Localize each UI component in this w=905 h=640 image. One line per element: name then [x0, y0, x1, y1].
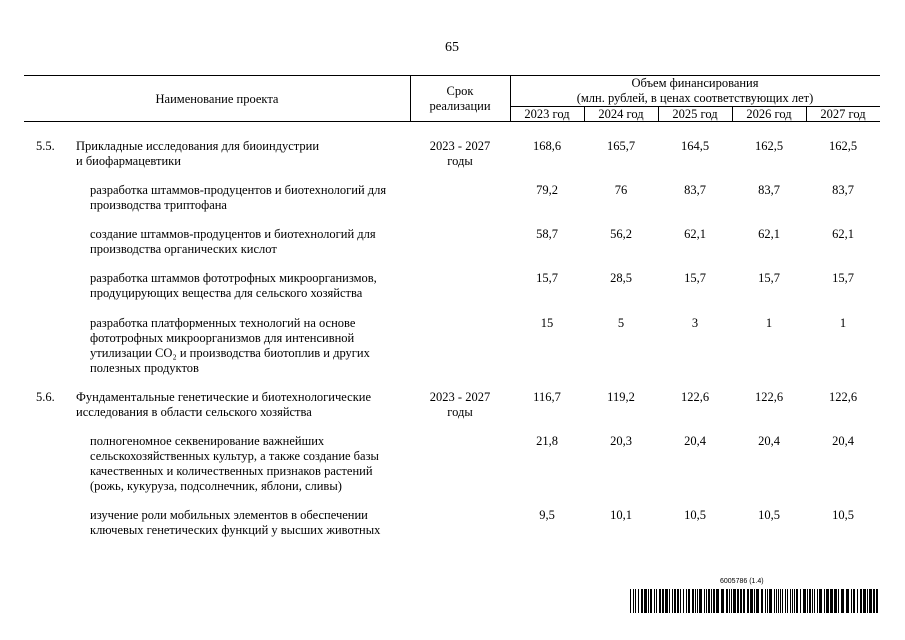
- funding-value: 122,6: [680, 390, 710, 404]
- funding-value: 21,8: [536, 434, 558, 448]
- funding-value: 1: [839, 316, 847, 330]
- project-name-line: сельскохозяйственных культур, а также создание базы: [90, 449, 379, 463]
- funding-value: 10,5: [684, 508, 706, 522]
- funding-value: 79,2: [536, 183, 558, 197]
- funding-value: 76: [614, 183, 628, 197]
- project-name-line: производства триптофана: [90, 198, 227, 212]
- project-name-line: разработка платформенных технологий на основе: [90, 316, 356, 330]
- header-name-column: Наименование проекта: [155, 92, 279, 106]
- funding-value: 58,7: [536, 227, 558, 241]
- funding-value: 62,1: [684, 227, 706, 241]
- funding-value: 5: [617, 316, 625, 330]
- project-name-line: и биофармацевтики: [76, 154, 181, 168]
- funding-value: 20,4: [684, 434, 706, 448]
- implementation-period: годы: [447, 405, 473, 419]
- header-year-2025: 2025 год: [672, 107, 718, 121]
- project-name-line: (рожь, кукуруза, подсолнечник, яблони, сливы): [90, 479, 342, 493]
- funding-value: 122,6: [754, 390, 784, 404]
- project-name-line: исследования в области сельского хозяйства: [76, 405, 312, 419]
- project-name-line: создание штаммов-продуцентов и биотехнологий для: [90, 227, 376, 241]
- funding-value: 116,7: [533, 390, 561, 404]
- page-number: 65: [445, 40, 459, 55]
- funding-value: 162,5: [754, 139, 784, 153]
- header-funding-line2: (млн. рублей, в ценах соответствующих лет): [576, 91, 814, 105]
- funding-value: 10,5: [758, 508, 780, 522]
- header-period-line1: Срок: [446, 84, 474, 98]
- implementation-period: годы: [447, 154, 473, 168]
- project-name-line: утилизации CO₂ и производства биотоплив и других: [90, 346, 370, 360]
- implementation-period: 2023 - 2027: [429, 390, 491, 404]
- header-year-2026: 2026 год: [746, 107, 792, 121]
- header-year-2024: 2024 год: [598, 107, 644, 121]
- funding-value: 9,5: [539, 508, 555, 522]
- funding-value: 83,7: [684, 183, 706, 197]
- funding-value: 3: [691, 316, 699, 330]
- funding-value: 62,1: [758, 227, 780, 241]
- funding-value: 15,7: [684, 271, 706, 285]
- project-name-line: продуцирующих вещества для сельского хозяйства: [90, 286, 363, 300]
- funding-value: 119,2: [607, 390, 635, 404]
- header-year-2027: 2027 год: [820, 107, 866, 121]
- funding-value: 83,7: [758, 183, 780, 197]
- header-funding-line1: Объем финансирования: [631, 76, 759, 90]
- funding-value: 20,3: [610, 434, 632, 448]
- project-name-line: качественных и количественных признаков растений: [90, 464, 373, 478]
- funding-value: 62,1: [832, 227, 854, 241]
- funding-value: 15: [540, 316, 554, 330]
- header-year-2023: 2023 год: [524, 107, 570, 121]
- header-period-line2: реализации: [429, 99, 491, 113]
- project-name-line: полезных продуктов: [90, 361, 199, 375]
- row-number: 5.6.: [36, 390, 55, 404]
- project-name-line: разработка штаммов-продуцентов и биотехнологий для: [90, 183, 387, 197]
- row-number: 5.5.: [36, 139, 55, 153]
- funding-value: 56,2: [610, 227, 632, 241]
- funding-value: 15,7: [832, 271, 854, 285]
- barcode-label: 6005786 (1.4): [720, 578, 764, 585]
- funding-value: 83,7: [832, 183, 854, 197]
- funding-value: 15,7: [536, 271, 558, 285]
- funding-value: 15,7: [758, 271, 780, 285]
- funding-value: 1: [765, 316, 773, 330]
- project-name-line: полногеномное секвенирование важнейших: [90, 434, 325, 448]
- funding-value: 122,6: [828, 390, 858, 404]
- project-name-line: Прикладные исследования для биоиндустрии: [76, 139, 320, 153]
- funding-value: 162,5: [828, 139, 858, 153]
- project-name-line: фототрофных микроорганизмов для интенсивной: [90, 331, 355, 345]
- project-name-line: Фундаментальные генетические и биотехнологические: [76, 390, 372, 404]
- funding-value: 168,6: [532, 139, 562, 153]
- project-name-line: изучение роли мобильных элементов в обеспечении: [90, 508, 368, 522]
- project-name-line: разработка штаммов фототрофных микроорганизмов,: [90, 271, 377, 285]
- funding-value: 20,4: [832, 434, 854, 448]
- funding-value: 28,5: [610, 271, 632, 285]
- barcode: [630, 589, 880, 613]
- funding-value: 164,5: [680, 139, 710, 153]
- project-name-line: ключевых генетических функций у высших животных: [90, 523, 381, 537]
- funding-value: 10,5: [832, 508, 854, 522]
- implementation-period: 2023 - 2027: [429, 139, 491, 153]
- funding-value: 165,7: [606, 139, 636, 153]
- funding-value: 20,4: [758, 434, 780, 448]
- funding-value: 10,1: [610, 508, 632, 522]
- project-name-line: производства органических кислот: [90, 242, 277, 256]
